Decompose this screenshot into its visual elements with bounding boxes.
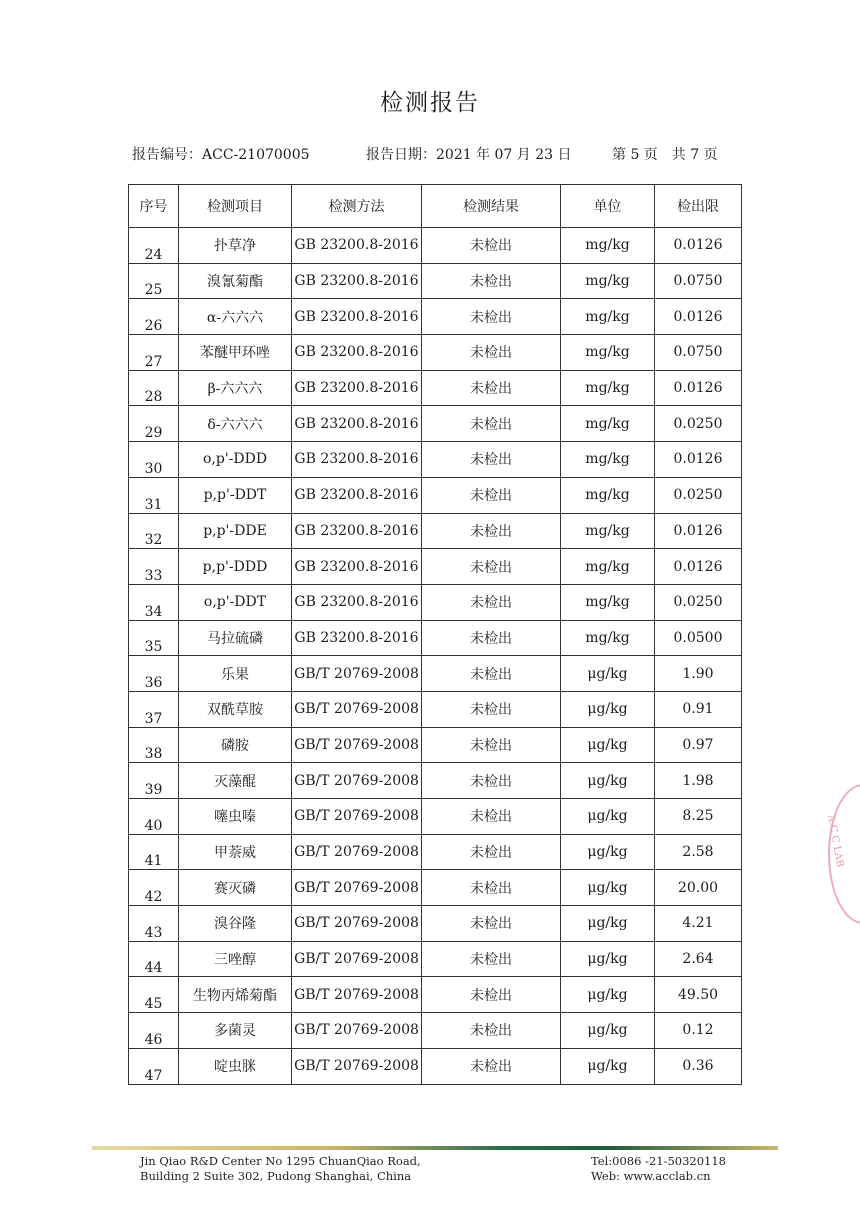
table-row (129, 1048, 742, 1084)
cell-method: GB 23200.8-2016 (292, 549, 422, 585)
cell-limit: 0.0750 (655, 263, 742, 299)
table-row (129, 834, 742, 870)
cell-result: 未检出 (422, 406, 561, 442)
cell-limit: 0.0126 (655, 442, 742, 478)
cell-item: p,p'-DDE (179, 513, 292, 549)
cell-limit: 0.0750 (655, 335, 742, 371)
table-row (129, 513, 742, 549)
cell-no: 43 (129, 906, 179, 942)
cell-no: 25 (129, 263, 179, 299)
cell-no: 40 (129, 799, 179, 835)
cell-item: 苯醚甲环唑 (179, 335, 292, 371)
cell-item: 甲萘威 (179, 834, 292, 870)
cell-method: GB/T 20769-2008 (292, 763, 422, 799)
cell-unit: μg/kg (561, 799, 655, 835)
cell-result: 未检出 (422, 584, 561, 620)
table-row (129, 335, 742, 371)
cell-unit: mg/kg (561, 513, 655, 549)
cell-limit: 2.58 (655, 834, 742, 870)
cell-no: 38 (129, 727, 179, 763)
table-row (129, 584, 742, 620)
cell-limit: 1.90 (655, 656, 742, 692)
table-row (129, 977, 742, 1013)
table-row (129, 1013, 742, 1049)
cell-unit: μg/kg (561, 941, 655, 977)
header-limit: 检出限 (655, 185, 742, 228)
cell-method: GB/T 20769-2008 (292, 870, 422, 906)
cell-no: 35 (129, 620, 179, 656)
report-number: 报告编号：ACC-21070005 (132, 147, 310, 163)
cell-unit: μg/kg (561, 977, 655, 1013)
cell-limit: 0.91 (655, 691, 742, 727)
cell-result: 未检出 (422, 799, 561, 835)
cell-no: 39 (129, 763, 179, 799)
cell-limit: 8.25 (655, 799, 742, 835)
cell-limit: 0.12 (655, 1013, 742, 1049)
cell-limit: 0.0126 (655, 299, 742, 335)
cell-item: 灭藻醌 (179, 763, 292, 799)
cell-method: GB 23200.8-2016 (292, 406, 422, 442)
header-item: 检测项目 (179, 185, 292, 228)
cell-result: 未检出 (422, 727, 561, 763)
footer-tel: Tel:0086 -21-50320118 (591, 1154, 726, 1168)
cell-no: 26 (129, 299, 179, 335)
table-row (129, 691, 742, 727)
cell-limit: 0.0250 (655, 477, 742, 513)
cell-method: GB 23200.8-2016 (292, 584, 422, 620)
cell-unit: mg/kg (561, 335, 655, 371)
cell-item: 双酰草胺 (179, 691, 292, 727)
cell-item: 多菌灵 (179, 1013, 292, 1049)
cell-unit: mg/kg (561, 406, 655, 442)
cell-result: 未检出 (422, 763, 561, 799)
table-row (129, 656, 742, 692)
cell-unit: μg/kg (561, 834, 655, 870)
table-row (129, 799, 742, 835)
cell-no: 37 (129, 691, 179, 727)
footer-web: Web: www.acclab.cn (591, 1169, 711, 1183)
cell-result: 未检出 (422, 656, 561, 692)
cell-limit: 1.98 (655, 763, 742, 799)
cell-no: 29 (129, 406, 179, 442)
cell-result: 未检出 (422, 941, 561, 977)
results-table (128, 184, 742, 1085)
cell-item: 生物丙烯菊酯 (179, 977, 292, 1013)
table-row (129, 549, 742, 585)
table-row (129, 906, 742, 942)
cell-no: 27 (129, 335, 179, 371)
cell-limit: 49.50 (655, 977, 742, 1013)
cell-item: β-六六六 (179, 370, 292, 406)
cell-method: GB/T 20769-2008 (292, 941, 422, 977)
cell-item: 马拉硫磷 (179, 620, 292, 656)
cell-no: 33 (129, 549, 179, 585)
cell-method: GB 23200.8-2016 (292, 370, 422, 406)
address-line-2: Building 2 Suite 302, Pudong Shanghai, China (140, 1169, 412, 1183)
cell-no: 31 (129, 477, 179, 513)
footer-address (140, 1154, 421, 1184)
footer-rule (92, 1146, 778, 1150)
cell-no: 41 (129, 834, 179, 870)
cell-result: 未检出 (422, 513, 561, 549)
header-method: 检测方法 (292, 185, 422, 228)
cell-item: 溴谷隆 (179, 906, 292, 942)
table-row (129, 228, 742, 264)
table-row (129, 406, 742, 442)
cell-item: o,p'-DDT (179, 584, 292, 620)
cell-unit: μg/kg (561, 870, 655, 906)
cell-result: 未检出 (422, 442, 561, 478)
table-row (129, 370, 742, 406)
cell-limit: 0.0126 (655, 549, 742, 585)
table-row (129, 620, 742, 656)
cell-unit: μg/kg (561, 763, 655, 799)
table-row (129, 477, 742, 513)
cell-item: 乐果 (179, 656, 292, 692)
cell-result: 未检出 (422, 1013, 561, 1049)
cell-no: 45 (129, 977, 179, 1013)
cell-result: 未检出 (422, 977, 561, 1013)
lab-stamp (825, 784, 860, 924)
table-row (129, 870, 742, 906)
cell-item: 三唑醇 (179, 941, 292, 977)
cell-method: GB 23200.8-2016 (292, 228, 422, 264)
table-row (129, 727, 742, 763)
cell-method: GB/T 20769-2008 (292, 906, 422, 942)
cell-limit: 0.0250 (655, 584, 742, 620)
cell-no: 46 (129, 1013, 179, 1049)
cell-item: o,p'-DDD (179, 442, 292, 478)
cell-result: 未检出 (422, 477, 561, 513)
cell-unit: mg/kg (561, 584, 655, 620)
cell-result: 未检出 (422, 228, 561, 264)
cell-item: 磷胺 (179, 727, 292, 763)
page-info: 第 5 页 共 7 页 (612, 147, 718, 163)
cell-unit: mg/kg (561, 549, 655, 585)
cell-limit: 0.0126 (655, 370, 742, 406)
cell-method: GB/T 20769-2008 (292, 834, 422, 870)
cell-item: 扑草净 (179, 228, 292, 264)
cell-method: GB 23200.8-2016 (292, 335, 422, 371)
cell-result: 未检出 (422, 335, 561, 371)
cell-method: GB 23200.8-2016 (292, 477, 422, 513)
cell-result: 未检出 (422, 549, 561, 585)
cell-no: 30 (129, 442, 179, 478)
cell-item: 溴氰菊酯 (179, 263, 292, 299)
cell-item: p,p'-DDT (179, 477, 292, 513)
cell-method: GB/T 20769-2008 (292, 727, 422, 763)
cell-unit: μg/kg (561, 691, 655, 727)
cell-unit: μg/kg (561, 1048, 655, 1084)
cell-result: 未检出 (422, 299, 561, 335)
cell-result: 未检出 (422, 1048, 561, 1084)
cell-item: 噻虫嗪 (179, 799, 292, 835)
cell-method: GB 23200.8-2016 (292, 620, 422, 656)
cell-no: 42 (129, 870, 179, 906)
cell-unit: mg/kg (561, 620, 655, 656)
cell-method: GB/T 20769-2008 (292, 977, 422, 1013)
cell-unit: μg/kg (561, 906, 655, 942)
cell-unit: mg/kg (561, 442, 655, 478)
table-row (129, 941, 742, 977)
report-date: 报告日期：2021 年 07 月 23 日 (366, 147, 572, 163)
cell-limit: 0.0250 (655, 406, 742, 442)
cell-unit: mg/kg (561, 299, 655, 335)
cell-no: 28 (129, 370, 179, 406)
cell-item: δ-六六六 (179, 406, 292, 442)
cell-result: 未检出 (422, 263, 561, 299)
cell-unit: μg/kg (561, 656, 655, 692)
address-line-1: Jin Qiao R&D Center No 1295 ChuanQiao Road, (140, 1154, 421, 1168)
cell-no: 44 (129, 941, 179, 977)
cell-no: 32 (129, 513, 179, 549)
cell-method: GB/T 20769-2008 (292, 1048, 422, 1084)
header-unit: 单位 (561, 185, 655, 228)
cell-result: 未检出 (422, 870, 561, 906)
cell-result: 未检出 (422, 370, 561, 406)
table-row (129, 763, 742, 799)
cell-unit: mg/kg (561, 263, 655, 299)
table-header-row (129, 185, 742, 228)
cell-limit: 0.36 (655, 1048, 742, 1084)
cell-result: 未检出 (422, 906, 561, 942)
footer-contact (591, 1154, 726, 1184)
cell-no: 34 (129, 584, 179, 620)
cell-unit: mg/kg (561, 477, 655, 513)
cell-no: 47 (129, 1048, 179, 1084)
cell-unit: μg/kg (561, 727, 655, 763)
cell-result: 未检出 (422, 834, 561, 870)
cell-method: GB/T 20769-2008 (292, 691, 422, 727)
cell-limit: 0.0500 (655, 620, 742, 656)
cell-item: α-六六六 (179, 299, 292, 335)
table-row (129, 299, 742, 335)
cell-limit: 0.0126 (655, 228, 742, 264)
cell-method: GB 23200.8-2016 (292, 299, 422, 335)
cell-unit: mg/kg (561, 370, 655, 406)
header-no: 序号 (129, 185, 179, 228)
cell-item: 赛灭磷 (179, 870, 292, 906)
cell-method: GB 23200.8-2016 (292, 263, 422, 299)
cell-unit: mg/kg (561, 228, 655, 264)
cell-method: GB/T 20769-2008 (292, 799, 422, 835)
cell-no: 24 (129, 228, 179, 264)
table-row (129, 442, 742, 478)
cell-no: 36 (129, 656, 179, 692)
cell-result: 未检出 (422, 620, 561, 656)
cell-method: GB/T 20769-2008 (292, 656, 422, 692)
cell-limit: 20.00 (655, 870, 742, 906)
cell-method: GB/T 20769-2008 (292, 1013, 422, 1049)
cell-method: GB 23200.8-2016 (292, 442, 422, 478)
cell-unit: μg/kg (561, 1013, 655, 1049)
cell-limit: 0.97 (655, 727, 742, 763)
cell-method: GB 23200.8-2016 (292, 513, 422, 549)
cell-item: p,p'-DDD (179, 549, 292, 585)
cell-item: 啶虫脒 (179, 1048, 292, 1084)
cell-limit: 4.21 (655, 906, 742, 942)
cell-limit: 0.0126 (655, 513, 742, 549)
stamp-text: A.C.C LAB (825, 814, 846, 869)
header-result: 检测结果 (422, 185, 561, 228)
report-title: 检测报告 (380, 90, 480, 116)
table-row (129, 263, 742, 299)
cell-limit: 2.64 (655, 941, 742, 977)
cell-result: 未检出 (422, 691, 561, 727)
